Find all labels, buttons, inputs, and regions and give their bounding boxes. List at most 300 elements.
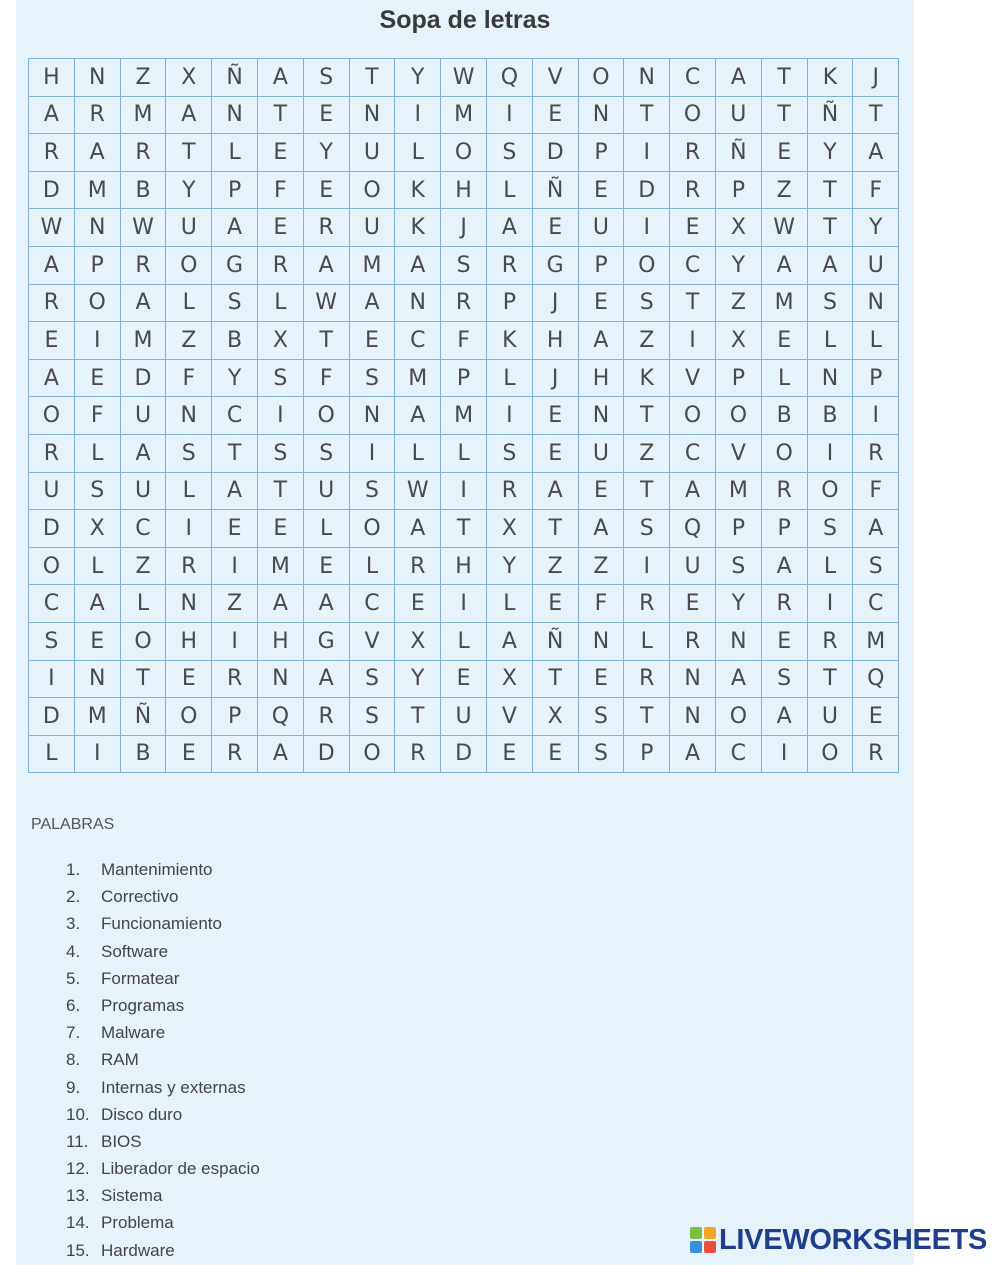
grid-cell[interactable]: I: [624, 209, 670, 247]
grid-cell[interactable]: O: [29, 548, 75, 586]
grid-cell[interactable]: A: [670, 473, 716, 511]
grid-cell[interactable]: S: [212, 285, 258, 323]
grid-cell[interactable]: S: [350, 473, 396, 511]
grid-cell[interactable]: S: [579, 698, 625, 736]
grid-cell[interactable]: N: [258, 661, 304, 699]
grid-cell[interactable]: S: [853, 548, 899, 586]
grid-cell[interactable]: M: [441, 397, 487, 435]
grid-cell[interactable]: L: [75, 548, 121, 586]
grid-cell[interactable]: B: [121, 736, 167, 774]
grid-cell[interactable]: E: [762, 322, 808, 360]
grid-cell[interactable]: T: [624, 97, 670, 135]
grid-cell[interactable]: S: [350, 698, 396, 736]
grid-cell[interactable]: L: [624, 623, 670, 661]
grid-cell[interactable]: S: [350, 661, 396, 699]
grid-cell[interactable]: A: [808, 247, 854, 285]
grid-cell[interactable]: L: [29, 736, 75, 774]
grid-cell[interactable]: V: [350, 623, 396, 661]
grid-cell[interactable]: Z: [624, 435, 670, 473]
grid-cell[interactable]: C: [716, 736, 762, 774]
grid-cell[interactable]: K: [624, 360, 670, 398]
grid-cell[interactable]: S: [29, 623, 75, 661]
grid-cell[interactable]: O: [624, 247, 670, 285]
grid-cell[interactable]: Y: [487, 548, 533, 586]
grid-cell[interactable]: I: [808, 585, 854, 623]
grid-cell[interactable]: N: [166, 585, 212, 623]
grid-cell[interactable]: E: [75, 360, 121, 398]
grid-cell[interactable]: D: [624, 172, 670, 210]
grid-cell[interactable]: U: [808, 698, 854, 736]
grid-cell[interactable]: Y: [716, 585, 762, 623]
grid-cell[interactable]: S: [624, 285, 670, 323]
grid-cell[interactable]: E: [75, 623, 121, 661]
grid-cell[interactable]: R: [121, 247, 167, 285]
grid-cell[interactable]: A: [29, 247, 75, 285]
grid-cell[interactable]: Y: [395, 661, 441, 699]
grid-cell[interactable]: E: [533, 97, 579, 135]
grid-cell[interactable]: O: [121, 623, 167, 661]
grid-cell[interactable]: L: [441, 623, 487, 661]
grid-cell[interactable]: M: [75, 698, 121, 736]
grid-cell[interactable]: U: [121, 397, 167, 435]
grid-cell[interactable]: I: [212, 623, 258, 661]
grid-cell[interactable]: W: [762, 209, 808, 247]
grid-cell[interactable]: R: [304, 698, 350, 736]
grid-cell[interactable]: L: [75, 435, 121, 473]
grid-cell[interactable]: F: [853, 172, 899, 210]
grid-cell[interactable]: C: [853, 585, 899, 623]
grid-cell[interactable]: F: [75, 397, 121, 435]
grid-cell[interactable]: R: [121, 134, 167, 172]
grid-cell[interactable]: S: [304, 435, 350, 473]
grid-cell[interactable]: E: [853, 698, 899, 736]
grid-cell[interactable]: Z: [212, 585, 258, 623]
grid-cell[interactable]: A: [487, 623, 533, 661]
grid-cell[interactable]: E: [441, 661, 487, 699]
grid-cell[interactable]: N: [716, 623, 762, 661]
grid-cell[interactable]: P: [762, 510, 808, 548]
grid-cell[interactable]: L: [487, 585, 533, 623]
grid-cell[interactable]: S: [75, 473, 121, 511]
grid-cell[interactable]: U: [853, 247, 899, 285]
grid-cell[interactable]: C: [29, 585, 75, 623]
grid-cell[interactable]: P: [579, 247, 625, 285]
grid-cell[interactable]: X: [258, 322, 304, 360]
grid-cell[interactable]: S: [166, 435, 212, 473]
grid-cell[interactable]: W: [304, 285, 350, 323]
grid-cell[interactable]: T: [121, 661, 167, 699]
grid-cell[interactable]: P: [716, 510, 762, 548]
grid-cell[interactable]: O: [166, 698, 212, 736]
grid-cell[interactable]: P: [853, 360, 899, 398]
grid-cell[interactable]: A: [258, 585, 304, 623]
grid-cell[interactable]: A: [258, 59, 304, 97]
grid-cell[interactable]: G: [304, 623, 350, 661]
grid-cell[interactable]: E: [166, 736, 212, 774]
grid-cell[interactable]: T: [212, 435, 258, 473]
grid-cell[interactable]: M: [121, 97, 167, 135]
grid-cell[interactable]: X: [487, 661, 533, 699]
grid-cell[interactable]: U: [350, 209, 396, 247]
grid-cell[interactable]: Ñ: [533, 623, 579, 661]
grid-cell[interactable]: Z: [624, 322, 670, 360]
grid-cell[interactable]: I: [212, 548, 258, 586]
grid-cell[interactable]: I: [29, 661, 75, 699]
grid-cell[interactable]: E: [487, 736, 533, 774]
grid-cell[interactable]: E: [533, 397, 579, 435]
grid-cell[interactable]: N: [579, 397, 625, 435]
grid-cell[interactable]: T: [853, 97, 899, 135]
grid-cell[interactable]: R: [762, 585, 808, 623]
grid-cell[interactable]: L: [762, 360, 808, 398]
grid-cell[interactable]: U: [579, 209, 625, 247]
grid-cell[interactable]: P: [579, 134, 625, 172]
grid-cell[interactable]: R: [487, 247, 533, 285]
grid-cell[interactable]: O: [29, 397, 75, 435]
grid-cell[interactable]: R: [670, 623, 716, 661]
grid-cell[interactable]: M: [258, 548, 304, 586]
grid-cell[interactable]: E: [166, 661, 212, 699]
grid-cell[interactable]: N: [350, 397, 396, 435]
grid-cell[interactable]: M: [395, 360, 441, 398]
grid-cell[interactable]: P: [212, 698, 258, 736]
grid-cell[interactable]: L: [808, 322, 854, 360]
grid-cell[interactable]: E: [304, 172, 350, 210]
grid-cell[interactable]: U: [304, 473, 350, 511]
grid-cell[interactable]: R: [624, 585, 670, 623]
grid-cell[interactable]: R: [212, 736, 258, 774]
grid-cell[interactable]: D: [441, 736, 487, 774]
grid-cell[interactable]: A: [304, 585, 350, 623]
grid-cell[interactable]: C: [350, 585, 396, 623]
grid-cell[interactable]: H: [441, 172, 487, 210]
grid-cell[interactable]: A: [212, 209, 258, 247]
grid-cell[interactable]: A: [75, 134, 121, 172]
grid-cell[interactable]: E: [579, 661, 625, 699]
grid-cell[interactable]: I: [762, 736, 808, 774]
grid-cell[interactable]: P: [212, 172, 258, 210]
grid-cell[interactable]: Y: [853, 209, 899, 247]
grid-cell[interactable]: Y: [212, 360, 258, 398]
grid-cell[interactable]: N: [808, 360, 854, 398]
grid-cell[interactable]: Ñ: [212, 59, 258, 97]
grid-cell[interactable]: X: [75, 510, 121, 548]
grid-cell[interactable]: H: [441, 548, 487, 586]
grid-cell[interactable]: T: [762, 97, 808, 135]
grid-cell[interactable]: U: [441, 698, 487, 736]
grid-cell[interactable]: I: [75, 736, 121, 774]
grid-cell[interactable]: D: [121, 360, 167, 398]
grid-cell[interactable]: T: [304, 322, 350, 360]
grid-cell[interactable]: A: [853, 134, 899, 172]
grid-cell[interactable]: R: [258, 247, 304, 285]
grid-cell[interactable]: B: [121, 172, 167, 210]
grid-cell[interactable]: R: [853, 435, 899, 473]
grid-cell[interactable]: F: [853, 473, 899, 511]
grid-cell[interactable]: R: [762, 473, 808, 511]
grid-cell[interactable]: I: [441, 473, 487, 511]
grid-cell[interactable]: P: [716, 172, 762, 210]
grid-cell[interactable]: S: [258, 360, 304, 398]
grid-cell[interactable]: F: [579, 585, 625, 623]
grid-cell[interactable]: N: [350, 97, 396, 135]
grid-cell[interactable]: A: [395, 397, 441, 435]
grid-cell[interactable]: O: [716, 698, 762, 736]
grid-cell[interactable]: T: [441, 510, 487, 548]
grid-cell[interactable]: T: [624, 698, 670, 736]
grid-cell[interactable]: A: [762, 247, 808, 285]
grid-cell[interactable]: D: [29, 698, 75, 736]
grid-cell[interactable]: H: [579, 360, 625, 398]
grid-cell[interactable]: Ñ: [121, 698, 167, 736]
grid-cell[interactable]: U: [716, 97, 762, 135]
grid-cell[interactable]: F: [166, 360, 212, 398]
grid-cell[interactable]: E: [212, 510, 258, 548]
grid-cell[interactable]: T: [808, 661, 854, 699]
grid-cell[interactable]: I: [624, 134, 670, 172]
grid-cell[interactable]: A: [487, 209, 533, 247]
grid-cell[interactable]: O: [762, 435, 808, 473]
grid-cell[interactable]: R: [670, 172, 716, 210]
grid-cell[interactable]: S: [762, 661, 808, 699]
grid-cell[interactable]: O: [716, 397, 762, 435]
grid-cell[interactable]: W: [121, 209, 167, 247]
grid-cell[interactable]: U: [670, 548, 716, 586]
grid-cell[interactable]: I: [75, 322, 121, 360]
grid-cell[interactable]: A: [29, 97, 75, 135]
grid-cell[interactable]: Ñ: [716, 134, 762, 172]
grid-cell[interactable]: O: [304, 397, 350, 435]
grid-cell[interactable]: U: [350, 134, 396, 172]
grid-cell[interactable]: K: [395, 172, 441, 210]
grid-cell[interactable]: I: [808, 435, 854, 473]
grid-cell[interactable]: F: [258, 172, 304, 210]
grid-cell[interactable]: C: [670, 247, 716, 285]
grid-cell[interactable]: R: [395, 548, 441, 586]
grid-cell[interactable]: Q: [258, 698, 304, 736]
grid-cell[interactable]: M: [350, 247, 396, 285]
grid-cell[interactable]: K: [487, 322, 533, 360]
grid-cell[interactable]: Q: [670, 510, 716, 548]
grid-cell[interactable]: M: [441, 97, 487, 135]
grid-cell[interactable]: M: [716, 473, 762, 511]
grid-cell[interactable]: Z: [762, 172, 808, 210]
grid-cell[interactable]: Q: [487, 59, 533, 97]
grid-cell[interactable]: I: [166, 510, 212, 548]
grid-cell[interactable]: E: [258, 209, 304, 247]
grid-cell[interactable]: N: [670, 698, 716, 736]
grid-cell[interactable]: P: [624, 736, 670, 774]
grid-cell[interactable]: K: [808, 59, 854, 97]
grid-cell[interactable]: E: [579, 172, 625, 210]
grid-cell[interactable]: Y: [716, 247, 762, 285]
grid-cell[interactable]: V: [487, 698, 533, 736]
grid-cell[interactable]: T: [670, 285, 716, 323]
grid-cell[interactable]: R: [853, 736, 899, 774]
grid-cell[interactable]: W: [395, 473, 441, 511]
grid-cell[interactable]: Z: [716, 285, 762, 323]
grid-cell[interactable]: L: [212, 134, 258, 172]
grid-cell[interactable]: B: [762, 397, 808, 435]
grid-cell[interactable]: J: [533, 360, 579, 398]
grid-cell[interactable]: R: [395, 736, 441, 774]
grid-cell[interactable]: E: [762, 623, 808, 661]
grid-cell[interactable]: Y: [395, 59, 441, 97]
grid-cell[interactable]: M: [762, 285, 808, 323]
grid-cell[interactable]: Z: [121, 59, 167, 97]
grid-cell[interactable]: O: [579, 59, 625, 97]
grid-cell[interactable]: F: [304, 360, 350, 398]
grid-cell[interactable]: S: [487, 435, 533, 473]
grid-cell[interactable]: T: [166, 134, 212, 172]
grid-cell[interactable]: O: [670, 97, 716, 135]
grid-cell[interactable]: K: [395, 209, 441, 247]
grid-cell[interactable]: S: [304, 59, 350, 97]
grid-cell[interactable]: U: [166, 209, 212, 247]
grid-cell[interactable]: B: [212, 322, 258, 360]
grid-cell[interactable]: A: [212, 473, 258, 511]
grid-cell[interactable]: O: [670, 397, 716, 435]
letter-grid[interactable]: [28, 58, 899, 773]
grid-cell[interactable]: R: [29, 285, 75, 323]
grid-cell[interactable]: V: [716, 435, 762, 473]
grid-cell[interactable]: T: [624, 397, 670, 435]
grid-cell[interactable]: A: [121, 285, 167, 323]
grid-cell[interactable]: D: [304, 736, 350, 774]
grid-cell[interactable]: L: [487, 172, 533, 210]
grid-cell[interactable]: L: [808, 548, 854, 586]
grid-cell[interactable]: S: [808, 285, 854, 323]
grid-cell[interactable]: P: [75, 247, 121, 285]
grid-cell[interactable]: E: [395, 585, 441, 623]
grid-cell[interactable]: W: [29, 209, 75, 247]
grid-cell[interactable]: R: [166, 548, 212, 586]
grid-cell[interactable]: T: [350, 59, 396, 97]
grid-cell[interactable]: I: [853, 397, 899, 435]
grid-cell[interactable]: L: [395, 134, 441, 172]
grid-cell[interactable]: A: [304, 661, 350, 699]
grid-cell[interactable]: A: [670, 736, 716, 774]
grid-cell[interactable]: T: [808, 172, 854, 210]
grid-cell[interactable]: L: [258, 285, 304, 323]
grid-cell[interactable]: R: [212, 661, 258, 699]
grid-cell[interactable]: M: [121, 322, 167, 360]
grid-cell[interactable]: S: [579, 736, 625, 774]
grid-cell[interactable]: O: [350, 510, 396, 548]
grid-cell[interactable]: E: [762, 134, 808, 172]
grid-cell[interactable]: A: [533, 473, 579, 511]
grid-cell[interactable]: J: [441, 209, 487, 247]
grid-cell[interactable]: G: [533, 247, 579, 285]
grid-cell[interactable]: A: [762, 548, 808, 586]
grid-cell[interactable]: O: [166, 247, 212, 285]
grid-cell[interactable]: A: [29, 360, 75, 398]
grid-cell[interactable]: Q: [853, 661, 899, 699]
grid-cell[interactable]: H: [258, 623, 304, 661]
grid-cell[interactable]: E: [533, 435, 579, 473]
grid-cell[interactable]: T: [258, 97, 304, 135]
grid-cell[interactable]: A: [716, 661, 762, 699]
grid-cell[interactable]: X: [716, 209, 762, 247]
grid-cell[interactable]: N: [212, 97, 258, 135]
grid-cell[interactable]: A: [121, 435, 167, 473]
grid-cell[interactable]: E: [670, 209, 716, 247]
grid-cell[interactable]: T: [258, 473, 304, 511]
grid-cell[interactable]: X: [166, 59, 212, 97]
grid-cell[interactable]: N: [670, 661, 716, 699]
grid-cell[interactable]: E: [533, 736, 579, 774]
grid-cell[interactable]: Y: [166, 172, 212, 210]
grid-cell[interactable]: R: [75, 97, 121, 135]
grid-cell[interactable]: L: [304, 510, 350, 548]
grid-cell[interactable]: A: [258, 736, 304, 774]
grid-cell[interactable]: M: [853, 623, 899, 661]
grid-cell[interactable]: F: [441, 322, 487, 360]
grid-cell[interactable]: X: [395, 623, 441, 661]
grid-cell[interactable]: A: [579, 322, 625, 360]
grid-cell[interactable]: N: [75, 661, 121, 699]
grid-cell[interactable]: N: [853, 285, 899, 323]
grid-cell[interactable]: E: [29, 322, 75, 360]
grid-cell[interactable]: T: [808, 209, 854, 247]
grid-cell[interactable]: A: [166, 97, 212, 135]
grid-cell[interactable]: L: [395, 435, 441, 473]
grid-cell[interactable]: W: [441, 59, 487, 97]
grid-cell[interactable]: I: [441, 585, 487, 623]
grid-cell[interactable]: I: [670, 322, 716, 360]
grid-cell[interactable]: S: [624, 510, 670, 548]
grid-cell[interactable]: L: [121, 585, 167, 623]
grid-cell[interactable]: E: [533, 209, 579, 247]
grid-cell[interactable]: E: [258, 510, 304, 548]
grid-cell[interactable]: O: [75, 285, 121, 323]
grid-cell[interactable]: D: [29, 510, 75, 548]
grid-cell[interactable]: R: [304, 209, 350, 247]
grid-cell[interactable]: A: [350, 285, 396, 323]
grid-cell[interactable]: O: [808, 736, 854, 774]
grid-cell[interactable]: L: [166, 285, 212, 323]
grid-cell[interactable]: H: [29, 59, 75, 97]
grid-cell[interactable]: S: [808, 510, 854, 548]
grid-cell[interactable]: T: [624, 473, 670, 511]
grid-cell[interactable]: V: [533, 59, 579, 97]
grid-cell[interactable]: P: [487, 285, 533, 323]
grid-cell[interactable]: R: [29, 134, 75, 172]
grid-cell[interactable]: B: [808, 397, 854, 435]
grid-cell[interactable]: C: [670, 435, 716, 473]
grid-cell[interactable]: N: [579, 623, 625, 661]
grid-cell[interactable]: R: [441, 285, 487, 323]
grid-cell[interactable]: Y: [808, 134, 854, 172]
grid-cell[interactable]: T: [533, 510, 579, 548]
grid-cell[interactable]: E: [579, 473, 625, 511]
grid-cell[interactable]: I: [487, 97, 533, 135]
grid-cell[interactable]: N: [166, 397, 212, 435]
grid-cell[interactable]: R: [29, 435, 75, 473]
grid-cell[interactable]: S: [716, 548, 762, 586]
grid-cell[interactable]: Ñ: [533, 172, 579, 210]
grid-cell[interactable]: I: [487, 397, 533, 435]
grid-cell[interactable]: L: [441, 435, 487, 473]
grid-cell[interactable]: E: [350, 322, 396, 360]
grid-cell[interactable]: G: [212, 247, 258, 285]
grid-cell[interactable]: M: [75, 172, 121, 210]
grid-cell[interactable]: U: [29, 473, 75, 511]
grid-cell[interactable]: E: [670, 585, 716, 623]
grid-cell[interactable]: A: [853, 510, 899, 548]
grid-cell[interactable]: N: [75, 59, 121, 97]
grid-cell[interactable]: A: [762, 698, 808, 736]
